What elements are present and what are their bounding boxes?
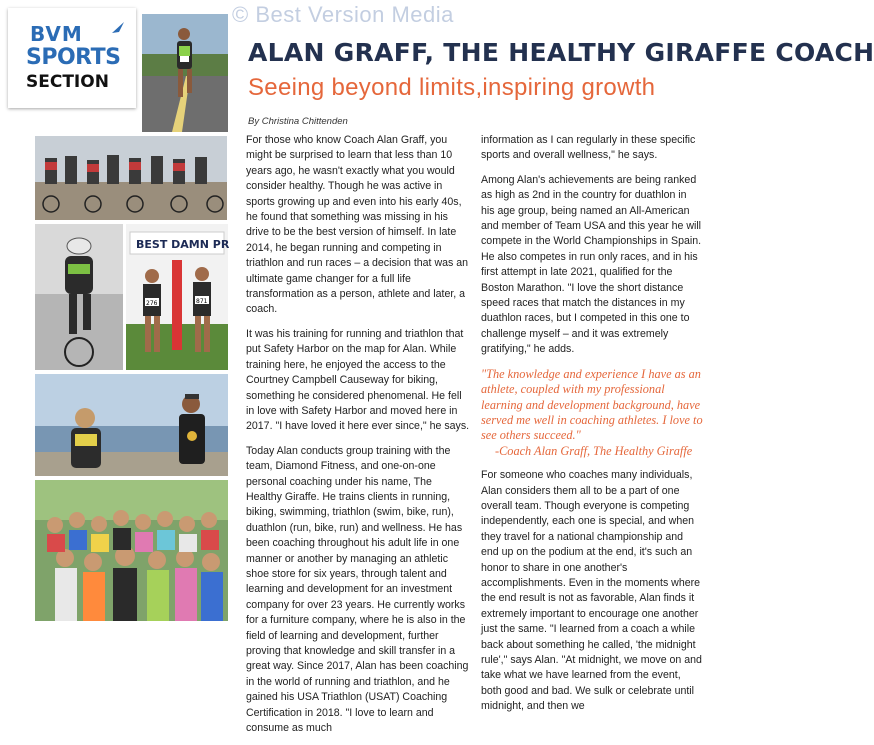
logo-text-sports: SPORTS xyxy=(26,45,121,70)
photo-team-group xyxy=(35,480,228,621)
paragraph: information as I can regularly in these specific sports and overall wellness," he says. xyxy=(481,134,696,162)
bib-number-left: 276 xyxy=(146,300,158,307)
pull-quote-attribution: -Coach Alan Graff, The Healthy Giraffe xyxy=(495,443,693,458)
paragraph: Among Alan's achievements are being ranked as high as 2nd in the country for duathlon in his age group, being named an All-American and member of Team USA and this year he will compete in the World Championships in Spain. He also competes in run only races, and in his first attempt in late 2021, qualified for the Boston Marathon. "I love the short distance speed races that match the distances in my duathlon races, but I competed in this one to challenge myself – and it was extremely gratifying," he adds. xyxy=(481,173,702,356)
article-column-1 xyxy=(246,133,470,745)
watermark: © Best Version Media xyxy=(232,2,454,27)
paragraph: Today Alan conducts group training with the team, Diamond Fitness, and one-on-one personal coaching under his name, The Healthy Giraffe. He trains clients in running, biking, swimming, triathlon (swim, bike, run), duathlon (run, bike, run) and wellness. He has been coaching throughout his adult life in one manner or another by managing an athletic shoe store for six years, through talent and learning and development for an investment company for over 23 years. He currently works for a furniture company, where he is also in the field of learning and development, further proving that knowledge and skill transfer in a great way. Since 2017, Alan has been coaching in the world of running and triathlon, and he gained his USA Triathlon (USAT) Coaching Certification in 2018. "I love to learn and consume as much xyxy=(246,444,469,735)
swoosh-icon xyxy=(110,20,126,36)
pull-quote-text: "The knowledge and experience I have as an athlete, coupled with my professional learning and development background, have served me well in coaching athletes. I love to see others succeed." xyxy=(481,366,703,443)
paragraph: For those who know Coach Alan Graff, you might be surprised to learn that less than 10 years ago, he wasn't exactly what you would consider healthy. Though he was active in sports growing up and even into his early 40s, he found that something was missing in his drive to be the best version of himself. In late 2014, he began running and competing in triathlon and run races – a decision that was an ultimate game changer for a full life transformation as a person, athlete and later, a coach. xyxy=(246,134,469,316)
photo-cyclist xyxy=(35,224,123,370)
article-column-2 xyxy=(481,133,703,724)
photo-runner-road xyxy=(142,14,228,132)
sign-text: BEST DAMN PR xyxy=(136,238,230,251)
logo-text-section: SECTION xyxy=(26,72,109,92)
logo-text-bvm: BVM xyxy=(30,22,83,46)
pull-quote xyxy=(481,367,703,459)
article-subtitle: Seeing beyond limits,inspiring growth xyxy=(248,74,656,101)
article-title: ALAN GRAFF, THE HEALTHY GIRAFFE COACH xyxy=(248,38,874,67)
byline: By Christina Chittenden xyxy=(248,116,348,127)
photo-cyclists-group xyxy=(35,136,227,220)
bib-number-right: 871 xyxy=(196,298,208,305)
photo-waterfront-medal xyxy=(35,374,228,476)
paragraph: It was his training for running and triathlon that put Safety Harbor on the map for Alan. While training here, he enjoyed the access to the Courtney Campbell Causeway for biking, something he considered phenomenal. He fell in love with Safety Harbor and moved here in 2017. "I have loved it here ever since," he says. xyxy=(246,327,470,433)
paragraph: For someone who coaches many individuals, Alan considers them all to be a part of one overall team. Though everyone is competing independently, each one is special, and when they travel for a national championship and end up on the podium at the end, it's such an honor to share in one another's accomplishments. Even in the moments where the end result is not as favorable, Alan finds it extremely important to encourage one another just the same. "I learned from a coach a while back about something he called, 'the midnight rule'," says Alan. "At midnight, we move on and take what we have learned from the event, both good and bad. We sulk or celebrate until midnight, and then we xyxy=(481,469,702,713)
bvm-sports-logo xyxy=(8,8,136,108)
photo-pr-sign xyxy=(126,224,228,370)
